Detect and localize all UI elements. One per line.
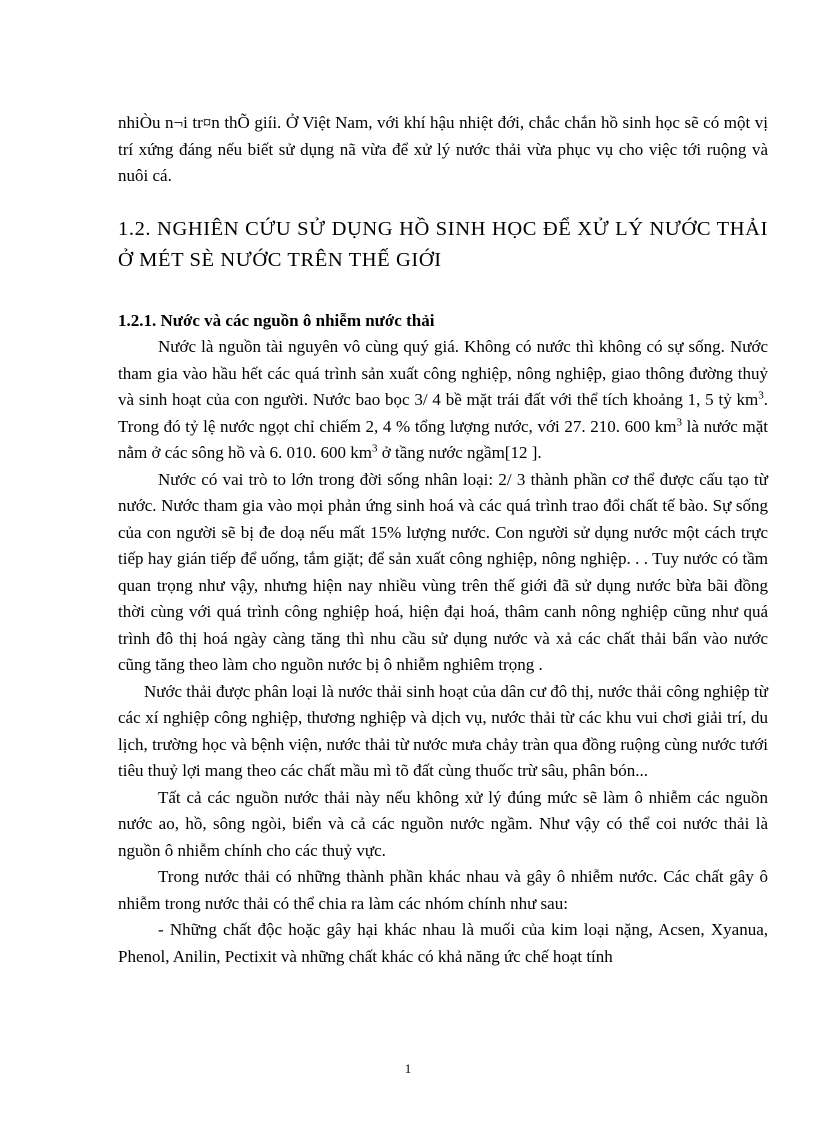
paragraph-pollutant-groups: Trong nước thải có những thành phần khác nhau và gây ô nhiễm nước. Các chất gây ô nhiễm trong nước thải có thể chia ra làm các nhóm chính như sau:: [118, 867, 768, 913]
paragraph-toxic-substances: - Những chất độc hoặc gây hại khác nhau là muối của kim loại nặng, Acsen, Xyanua, Phenol, Anilin, Pectixit và những chất khác có khả năng ức chế hoạt tính: [118, 920, 768, 966]
p1-text-a: Nước là nguồn tài nguyên vô cùng quý giá. Không có nước thì không có sự sống. Nước tham gia vào hầu hết các quá trình sản xuất công nghiệp, nông nghiệp, giao thông đường thuỷ và sinh hoạt của con người. Nước bao bọc 3/ 4 bề mặt trái đất với thể tích khoảng 1, 5 tỷ km: [118, 337, 768, 409]
document-page: [118, 110, 768, 970]
paragraph-water-role: Nước có vai trò to lớn trong đời sống nhân loại: 2/ 3 thành phần cơ thể được cấu tạo từ nước. Nước tham gia vào mọi phản ứng sinh hoá và các quá trình trao đổi chất tế bào. Sự sống của con người sẽ bị đe doạ nếu mất 15% lượng nước. Con người sử dụng nước một cách trực tiếp hay gián tiếp để uống, tắm giặt; để sản xuất công nghiệp, nông nghiệp. . . Tuy nước có tầm quan trọng như vậy, nhưng hiện nay nhiều vùng trên thế giới đã sử dụng nước bừa bãi đồng thời cùng với quá trình công nghiệp hoá, hiện đại hoá, thâm canh nông nghiệp cũng như quá trình đô thị hoá ngày càng tăng thì nhu cầu sử dụng nước và xả các chất thải bẩn vào nước cũng tăng theo làm cho nguồn nước bị ô nhiễm nghiêm trọng .: [118, 469, 768, 674]
p1-text-d: ở tầng nước ngầm[12 ].: [377, 443, 542, 462]
p1-sup-1: 3: [758, 389, 764, 402]
section-heading: 1.2. NGHIÊN CỨU SỬ DỤNG HỒ SINH HỌC ĐỂ XỬ LÝ NƯỚC THẢI Ở MÉT SÈ NƯỚC TRÊN THẾ GIỚI: [118, 217, 768, 271]
p1-text-b: . Trong đó tỷ lệ nước ngọt chỉ chiếm 2, 4 % tổng lượng nước, với 27. 210. 600 km: [118, 390, 768, 436]
page-number: 1: [404, 1061, 412, 1076]
paragraph-water-resources: [118, 334, 768, 467]
subsection-heading: 1.2.1. Nước và các nguồn ô nhiễm nước thải: [118, 310, 435, 330]
p1-sup-3: 3: [372, 442, 378, 455]
p1-sup-2: 3: [676, 415, 683, 428]
paragraph-wastewater-classification: Nước thải được phân loại là nước thải sinh hoạt của dân cư đô thị, nước thải công nghiệp từ các xí nghiệp công nghiệp, thương nghiệp và dịch vụ, nước thải từ các khu vui chơi giải trí, du lịch, trường học và bệnh viện, nước thải từ nước mưa chảy tràn qua đồng ruộng cùng nước tưới tiêu thuỷ lợi mang theo các chất mầu mì tõ đất cùng thuốc trừ sâu, phân bón...: [118, 681, 768, 780]
intro-paragraph: nhiÒu n¬i tr¤n thÕ giíi. Ở Việt Nam, với khí hậu nhiệt đới, chắc chắn hồ sinh học sẽ có một vị trí xứng đáng nếu biết sử dụng nã vừa để xử lý nước thải vừa phục vụ cho việc tới ruộng và nuôi cá.: [118, 113, 768, 185]
paragraph-pollution-sources: Tất cả các nguồn nước thải này nếu không xử lý đúng mức sẽ làm ô nhiễm các nguồn nước ao, hồ, sông ngòi, biển và cả các nguồn nước ngầm. Như vậy có thể coi nước thải là nguồn ô nhiễm chính cho các thuỷ vực.: [118, 787, 768, 860]
p1-text-c: là nước mặt nằm ở các sông hồ và 6. 010. 600 km: [118, 416, 768, 462]
